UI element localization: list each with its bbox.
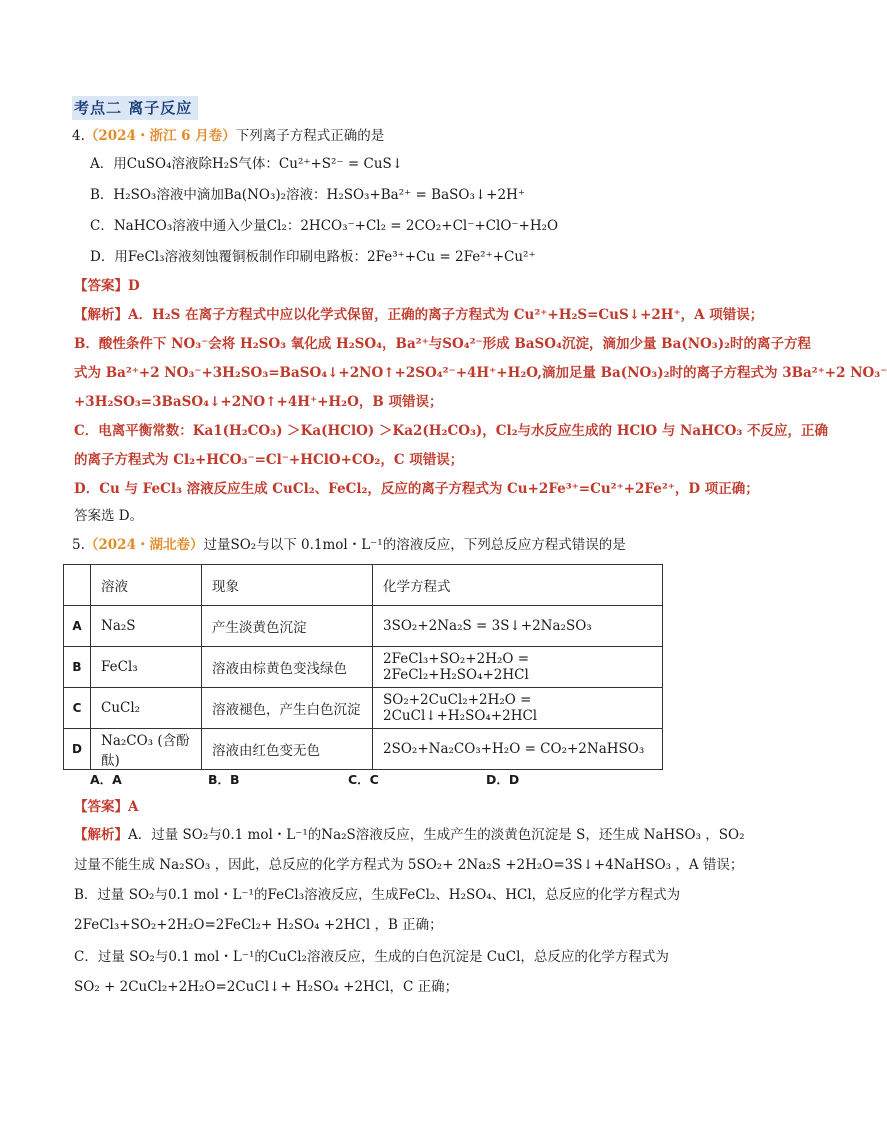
q5-analysis-line-4: 2FeCl₃+SO₂+2H₂O=2FeCl₂+ H₂SO₄ +2HCl ，B 正确； <box>74 917 443 933</box>
q5-analysis-line-1: 【解析】A．过量 SO₂与0.1 mol・L⁻¹的Na₂S溶液反应，生成产生的淡黄色沉淀是 S，还生成 NaHSO₃ ，SO₂ <box>74 827 745 843</box>
q5-number: 5. <box>72 537 85 553</box>
q4-analysis-line-6: 的离子方程式为 Cl₂+HCO₃⁻=Cl⁻+HClO+CO₂，C 项错误； <box>74 452 464 468</box>
table-row: A Na₂S 产生淡黄色沉淀 3SO₂+2Na₂S = 3S↓+2Na₂SO₃ <box>64 606 663 647</box>
q5-analysis-line-3: B．过量 SO₂与0.1 mol・L⁻¹的FeCl₃溶液反应，生成FeCl₂、H₂SO₄、HCl，总反应的化学方程式为 <box>74 887 681 903</box>
q4-analysis-line-7: D．Cu 与 FeCl₃ 溶液反应生成 CuCl₂、FeCl₂，反应的离子方程式为 Cu+2Fe³⁺=Cu²⁺+2Fe²⁺，D 项正确； <box>74 481 759 497</box>
q5-analysis-line-2: 过量不能生成 Na₂SO₃ ，因此，总反应的化学方程式为 5SO₂+ 2Na₂S +2H₂O=3S↓+4NaHSO₃ ，A 错误； <box>74 857 744 873</box>
q5-table <box>63 564 663 770</box>
q4-analysis-line-2: B．酸性条件下 NO₃⁻会将 H₂SO₃ 氧化成 H₂SO₄，Ba²⁺与SO₄²⁻形成 BaSO₄沉淀，滴加少量 Ba(NO₃)₂时的离子方程 <box>74 336 812 352</box>
table-row: B FeCl₃ 溶液由棕黄色变浅绿色 2FeCl₃+SO₂+2H₂O = 2FeCl₂+H₂SO₄+2HCl <box>64 647 663 688</box>
q4-answer-line <box>74 275 140 297</box>
q5-analysis-line-5: C．过量 SO₂与0.1 mol・L⁻¹的CuCl₂溶液反应，生成的白色沉淀是 CuCl，总反应的化学方程式为 <box>74 949 669 965</box>
q4-analysis-line-1: 【解析】A．H₂S 在离子方程式中应以化学式保留，正确的离子方程式为 Cu²⁺+H₂S=CuS↓+2H⁺，A 项错误； <box>74 307 764 323</box>
q4-analysis-line-5: C．电离平衡常数：Ka1(H₂CO₃) ＞Ka(HClO) ＞Ka2(H₂CO₃)，Cl₂与水反应生成的 HClO 与 NaHCO₃ 不反应，正确 <box>74 423 828 439</box>
q4-analysis-line-3: 式为 Ba²⁺+2 NO₃⁻+3H₂SO₃=BaSO₄↓+2NO↑+2SO₄²⁻+4H⁺+H₂O,滴加足量 Ba(NO₃)₂时的离子方程式为 3Ba²⁺+2 NO₃⁻ <box>74 365 887 381</box>
table-row: D Na₂CO₃ (含酚酞) 溶液由红色变无色 2SO₂+Na₂CO₃+H₂O = CO₂+2NaHSO₃ <box>64 729 663 770</box>
q4-option-d: D．用FeCl₃溶液刻蚀覆铜板制作印刷电路板：2Fe³⁺+Cu = 2Fe²⁺+Cu²⁺ <box>90 249 536 265</box>
q4-option-b: B．H₂SO₃溶液中滴加Ba(NO₃)₂溶液：H₂SO₃+Ba²⁺ = BaSO₃↓+2H⁺ <box>90 187 525 203</box>
q4-number: 4. <box>72 128 85 144</box>
q4-analysis-label: 【解析】 <box>74 307 128 323</box>
q4-stem-line <box>72 125 384 147</box>
q5-stem: 过量SO₂与以下 0.1mol・L⁻¹的溶液反应，下列总反应方程式错误的是 <box>203 537 626 553</box>
q5-answer-label: 【答案】 <box>74 799 128 815</box>
q4-option-c: C．NaHCO₃溶液中通入少量Cl₂：2HCO₃⁻+Cl₂ = 2CO₂+Cl⁻+ClO⁻+H₂O <box>90 218 559 234</box>
q4-stem: 下列离子方程式正确的是 <box>235 128 385 144</box>
q5-answer-line <box>74 796 138 818</box>
header-phenomenon: 现象 <box>202 565 373 606</box>
q5-analysis-line-6: SO₂ + 2CuCl₂+2H₂O=2CuCl↓+ H₂SO₄ +2HCl，C 正确； <box>74 979 459 995</box>
q5-choice-a: A．A <box>90 772 122 787</box>
q5-choice-b: B．B <box>208 772 240 787</box>
table-header-row <box>64 565 663 606</box>
q4-answer: D <box>128 278 140 294</box>
table-row: C CuCl₂ 溶液褪色，产生白色沉淀 SO₂+2CuCl₂+2H₂O = 2CuCl↓+H₂SO₄+2HCl <box>64 688 663 729</box>
q5-analysis-label: 【解析】 <box>74 827 128 843</box>
q5-source: （2024・湖北卷） <box>84 537 204 553</box>
q4-analysis-line-4: +3H₂SO₃=3BaSO₄↓+2NO↑+4H⁺+H₂O，B 项错误； <box>74 394 443 410</box>
header-solution: 溶液 <box>91 565 202 606</box>
header-equation: 化学方程式 <box>373 565 663 606</box>
q4-source: （2024・浙江 6 月卷） <box>84 128 236 144</box>
q5-choice-c: C．C <box>348 772 379 787</box>
q4-option-a: A．用CuSO₄溶液除H₂S气体：Cu²⁺+S²⁻ = CuS↓ <box>90 156 404 172</box>
q5-stem-line <box>72 534 626 556</box>
q5-choice-d: D．D <box>486 772 520 787</box>
section-title: 考点二 离子反应 <box>72 96 198 120</box>
q5-answer: A <box>128 799 139 815</box>
q4-answer-label: 【答案】 <box>74 278 128 294</box>
q4-conclusion: 答案选 D。 <box>74 508 144 524</box>
